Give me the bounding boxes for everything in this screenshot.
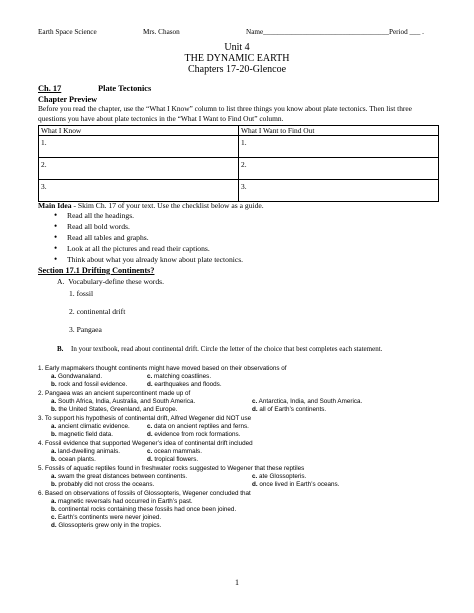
- answer-option[interactable]: b. ocean plants.: [51, 456, 96, 463]
- answer-option[interactable]: a. swam the great distances between continents.: [51, 473, 188, 480]
- course-name: Earth Space Science: [38, 28, 97, 36]
- answer-option[interactable]: c. data on ancient reptiles and ferns.: [147, 423, 249, 430]
- item-a-text: Vocabulary-define these words.: [68, 277, 164, 286]
- question-2: [38, 390, 438, 413]
- answer-option[interactable]: d. evidence from rock formations.: [147, 431, 241, 438]
- item-a-label: A.: [57, 277, 65, 286]
- question-stem: 5. Fossils of aquatic reptiles found in freshwater rocks suggested to Wegener that these reptiles: [38, 465, 305, 472]
- question-4: [38, 440, 438, 463]
- answer-option[interactable]: b. continental rocks containing these fossils had once been joined.: [51, 506, 237, 513]
- kwl-cell[interactable]: 1.: [39, 136, 239, 158]
- section-title: Section 17.1 Drifting Continents?: [38, 266, 155, 275]
- list-item: • Read all the headings.: [54, 210, 243, 221]
- table-row: [39, 158, 439, 180]
- name-period-field: Name___________________________________Period ___ .: [246, 28, 424, 36]
- vocab-word: 3. Pangaea: [69, 325, 102, 334]
- answer-option[interactable]: a. magnetic reversals had occurred in Earth’s past.: [51, 498, 193, 505]
- answer-option[interactable]: a. South Africa, India, Australia, and South America.: [51, 398, 196, 405]
- kwl-header-know: What I Know: [39, 126, 239, 136]
- chapter-preview-heading: Chapter Preview: [38, 95, 98, 104]
- question-stem: 6. Based on observations of fossils of Glossopteris, Wegener concluded that: [38, 490, 251, 497]
- item-b: [57, 345, 441, 354]
- answer-option[interactable]: a. Gondwanaland.: [51, 373, 103, 380]
- question-1: [38, 365, 438, 388]
- question-stem: 2. Pangaea was an ancient supercontinent made up of: [38, 390, 191, 397]
- kwl-cell[interactable]: 3.: [39, 180, 239, 202]
- kwl-header-want: What I Want to Find Out: [239, 126, 439, 136]
- kwl-cell[interactable]: 1.: [239, 136, 439, 158]
- list-item: • Read all tables and graphs.: [54, 232, 243, 243]
- item-b-label: B.: [57, 345, 64, 353]
- answer-option[interactable]: d. tropical flowers.: [147, 456, 199, 463]
- list-item: • Read all bold words.: [54, 221, 243, 232]
- kwl-cell[interactable]: 2.: [239, 158, 439, 180]
- title-block: [0, 42, 474, 75]
- answer-option[interactable]: a. land-dwelling animals.: [51, 448, 120, 455]
- question-3: [38, 415, 438, 438]
- answer-option[interactable]: c. Earth’s continents were never joined.: [51, 514, 162, 521]
- chapter-heading: [38, 84, 438, 93]
- chapters-line: Chapters 17-20-Glencoe: [187, 64, 287, 75]
- answer-option[interactable]: b. rock and fossil evidence.: [51, 381, 128, 388]
- question-6: [38, 490, 438, 529]
- unit-title: Unit 4: [224, 42, 250, 53]
- kwl-cell[interactable]: 3.: [239, 180, 439, 202]
- teacher-name: Mrs. Chason: [143, 28, 180, 36]
- kwl-cell[interactable]: 2.: [39, 158, 239, 180]
- question-stem: 4. Fossil evidence that supported Wegener’s idea of continental drift included: [38, 440, 253, 447]
- answer-option[interactable]: c. matching coastlines.: [147, 373, 212, 380]
- chapter-number: Ch. 17: [38, 84, 62, 93]
- kwl-header-row: [39, 126, 439, 136]
- answer-option[interactable]: d. once lived in Earth’s oceans.: [252, 481, 340, 488]
- answer-option[interactable]: c. ocean mammals.: [147, 448, 202, 455]
- answer-option[interactable]: a. ancient climatic evidence.: [51, 423, 130, 430]
- answer-option[interactable]: b. magnetic field data.: [51, 431, 113, 438]
- table-row: [39, 136, 439, 158]
- item-b-text: In your textbook, read about continental drift. Circle the letter of the choice that best completes each statement.: [71, 345, 383, 353]
- question-stem: 3. To support his hypothesis of continental drift, Alfred Wegener did NOT use: [38, 415, 252, 422]
- chapter-topic: Plate Tectonics: [98, 84, 152, 93]
- checklist: [54, 210, 243, 265]
- main-idea-label: Main Idea: [38, 201, 72, 210]
- answer-option[interactable]: d. Glossopteris grew only in the tropics.: [51, 522, 162, 529]
- page-number: 1: [235, 578, 239, 587]
- unit-name: THE DYNAMIC EARTH: [184, 53, 290, 64]
- question-5: [38, 465, 438, 488]
- list-item: • Think about what you already know about plate tectonics.: [54, 254, 243, 265]
- vocab-word: 2. continental drift: [69, 307, 126, 316]
- answer-option[interactable]: c. Antarctica, India, and South America.: [252, 398, 363, 405]
- answer-option[interactable]: c. ate Glossopteris.: [252, 473, 307, 480]
- question-stem: 1. Early mapmakers thought continents might have moved based on their observations of: [38, 365, 287, 372]
- vocab-word: 1. fossil: [69, 289, 94, 298]
- main-idea-text: - Skim Ch. 17 of your text. Use the checklist below as a guide.: [71, 201, 264, 210]
- item-a: [57, 277, 164, 286]
- answer-option[interactable]: b. probably did not cross the oceans.: [51, 481, 155, 488]
- chapter-preview-text: Before you read the chapter, use the “What I Know” column to list three things you know about plate tectonics. Then list three questions you have about plate tectonics in the “What I Want to Find Out” column.: [38, 104, 412, 123]
- kwl-table: [38, 125, 439, 202]
- table-row: [39, 180, 439, 202]
- answer-option[interactable]: d. earthquakes and floods.: [147, 381, 222, 388]
- answer-option[interactable]: d. all of Earth’s continents.: [252, 406, 327, 413]
- answer-option[interactable]: b. the United States, Greenland, and Europe.: [51, 406, 178, 413]
- list-item: • Look at all the pictures and read their captions.: [54, 243, 243, 254]
